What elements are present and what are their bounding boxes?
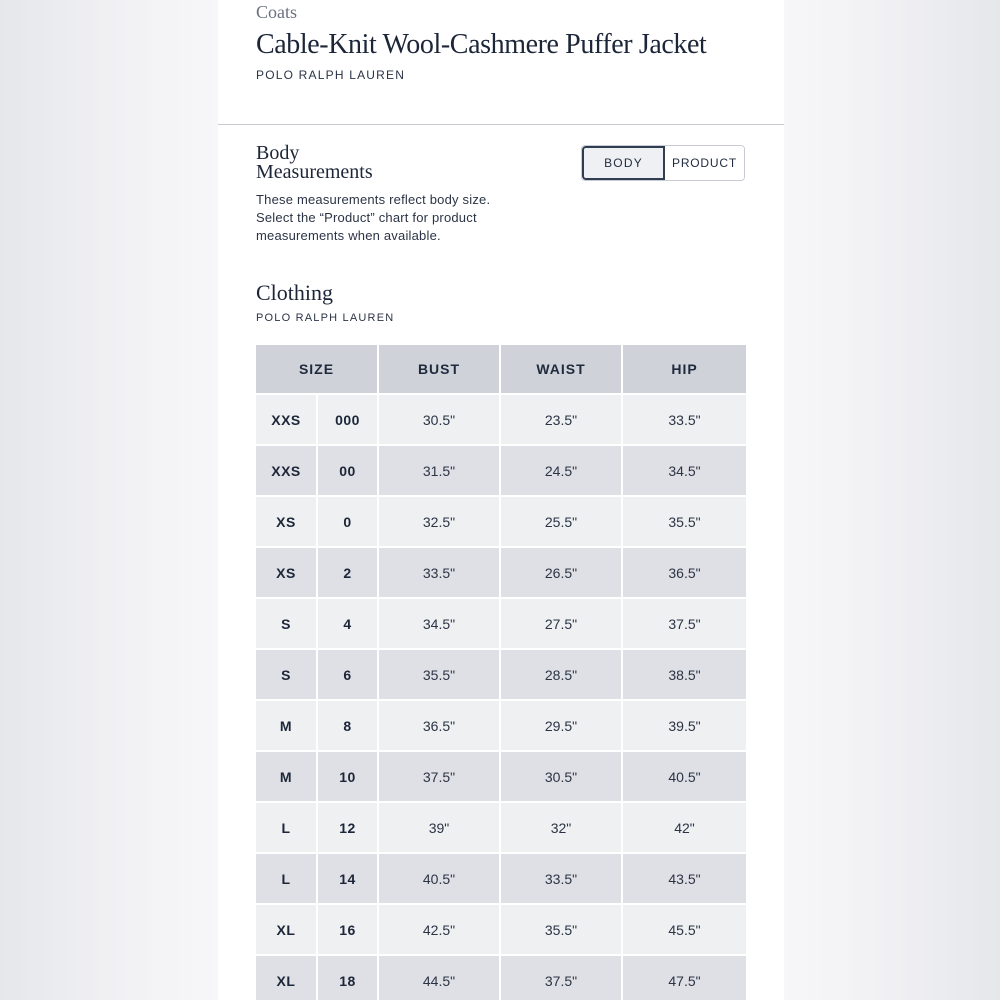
table-row: [256, 955, 746, 1000]
table-row: [256, 751, 746, 802]
waist-cell: 32": [500, 802, 622, 853]
waist-cell: 37.5": [500, 955, 622, 1000]
table-row: [256, 598, 746, 649]
size-letter-cell: L: [256, 853, 317, 904]
hip-cell: 38.5": [622, 649, 746, 700]
bust-cell: 31.5": [378, 445, 500, 496]
size-number-cell: 12: [317, 802, 378, 853]
product-toggle-button[interactable]: PRODUCT: [665, 146, 744, 180]
table-row: [256, 853, 746, 904]
size-letter-cell: M: [256, 751, 317, 802]
size-number-cell: 8: [317, 700, 378, 751]
size-number-cell: 4: [317, 598, 378, 649]
hip-cell: 36.5": [622, 547, 746, 598]
table-row: [256, 802, 746, 853]
chart-toggle: [581, 145, 745, 181]
body-toggle-button[interactable]: BODY: [582, 146, 665, 180]
size-letter-cell: XL: [256, 904, 317, 955]
brand-label: POLO RALPH LAUREN: [256, 68, 406, 82]
size-number-cell: 0: [317, 496, 378, 547]
table-header-row: [256, 345, 746, 394]
hip-cell: 42": [622, 802, 746, 853]
size-letter-cell: L: [256, 802, 317, 853]
size-number-cell: 16: [317, 904, 378, 955]
table-row: [256, 394, 746, 445]
size-letter-cell: XXS: [256, 394, 317, 445]
size-letter-cell: XL: [256, 955, 317, 1000]
size-number-cell: 10: [317, 751, 378, 802]
hip-cell: 34.5": [622, 445, 746, 496]
hip-cell: 45.5": [622, 904, 746, 955]
bust-cell: 37.5": [378, 751, 500, 802]
size-chart-table: [256, 345, 746, 1000]
measurements-title-line2: Measurements: [256, 161, 373, 183]
size-number-cell: 00: [317, 445, 378, 496]
size-letter-cell: XS: [256, 496, 317, 547]
description-line: These measurements reflect body size.: [256, 192, 491, 207]
table-row: [256, 496, 746, 547]
bust-cell: 30.5": [378, 394, 500, 445]
waist-cell: 24.5": [500, 445, 622, 496]
hip-cell: 35.5": [622, 496, 746, 547]
size-letter-cell: S: [256, 649, 317, 700]
size-number-cell: 2: [317, 547, 378, 598]
table-row: [256, 547, 746, 598]
size-number-cell: 14: [317, 853, 378, 904]
waist-cell: 35.5": [500, 904, 622, 955]
size-letter-cell: M: [256, 700, 317, 751]
hip-cell: 43.5": [622, 853, 746, 904]
bust-cell: 36.5": [378, 700, 500, 751]
waist-cell: 29.5": [500, 700, 622, 751]
description-line: measurements when available.: [256, 228, 441, 243]
size-letter-cell: S: [256, 598, 317, 649]
description-line: Select the “Product” chart for product: [256, 210, 477, 225]
size-number-cell: 000: [317, 394, 378, 445]
waist-column-header: WAIST: [500, 345, 622, 394]
bust-cell: 34.5": [378, 598, 500, 649]
product-title: Cable-Knit Wool-Cashmere Puffer Jacket: [256, 29, 707, 60]
hip-cell: 37.5": [622, 598, 746, 649]
size-column-header: SIZE: [256, 345, 378, 394]
measurements-description: [256, 191, 556, 245]
waist-cell: 33.5": [500, 853, 622, 904]
bust-cell: 40.5": [378, 853, 500, 904]
table-row: [256, 445, 746, 496]
measurements-title: [256, 144, 436, 182]
bust-cell: 39": [378, 802, 500, 853]
bust-cell: 42.5": [378, 904, 500, 955]
table-row: [256, 904, 746, 955]
bust-cell: 33.5": [378, 547, 500, 598]
bust-cell: 35.5": [378, 649, 500, 700]
measurements-title-line1: Body: [256, 142, 300, 164]
size-letter-cell: XXS: [256, 445, 317, 496]
size-number-cell: 6: [317, 649, 378, 700]
waist-cell: 25.5": [500, 496, 622, 547]
waist-cell: 26.5": [500, 547, 622, 598]
size-guide-panel: [218, 0, 784, 1000]
size-number-cell: 18: [317, 955, 378, 1000]
waist-cell: 23.5": [500, 394, 622, 445]
bust-cell: 44.5": [378, 955, 500, 1000]
hip-cell: 47.5": [622, 955, 746, 1000]
header-divider: [218, 124, 784, 125]
table-row: [256, 700, 746, 751]
waist-cell: 30.5": [500, 751, 622, 802]
size-letter-cell: XS: [256, 547, 317, 598]
hip-cell: 40.5": [622, 751, 746, 802]
hip-cell: 33.5": [622, 394, 746, 445]
bust-column-header: BUST: [378, 345, 500, 394]
waist-cell: 28.5": [500, 649, 622, 700]
size-chart-body: [256, 394, 746, 1000]
hip-cell: 39.5": [622, 700, 746, 751]
clothing-brand-label: POLO RALPH LAUREN: [256, 312, 395, 324]
clothing-title: Clothing: [256, 280, 334, 305]
bust-cell: 32.5": [378, 496, 500, 547]
table-row: [256, 649, 746, 700]
category-label: Coats: [256, 2, 298, 22]
waist-cell: 27.5": [500, 598, 622, 649]
hip-column-header: HIP: [622, 345, 746, 394]
